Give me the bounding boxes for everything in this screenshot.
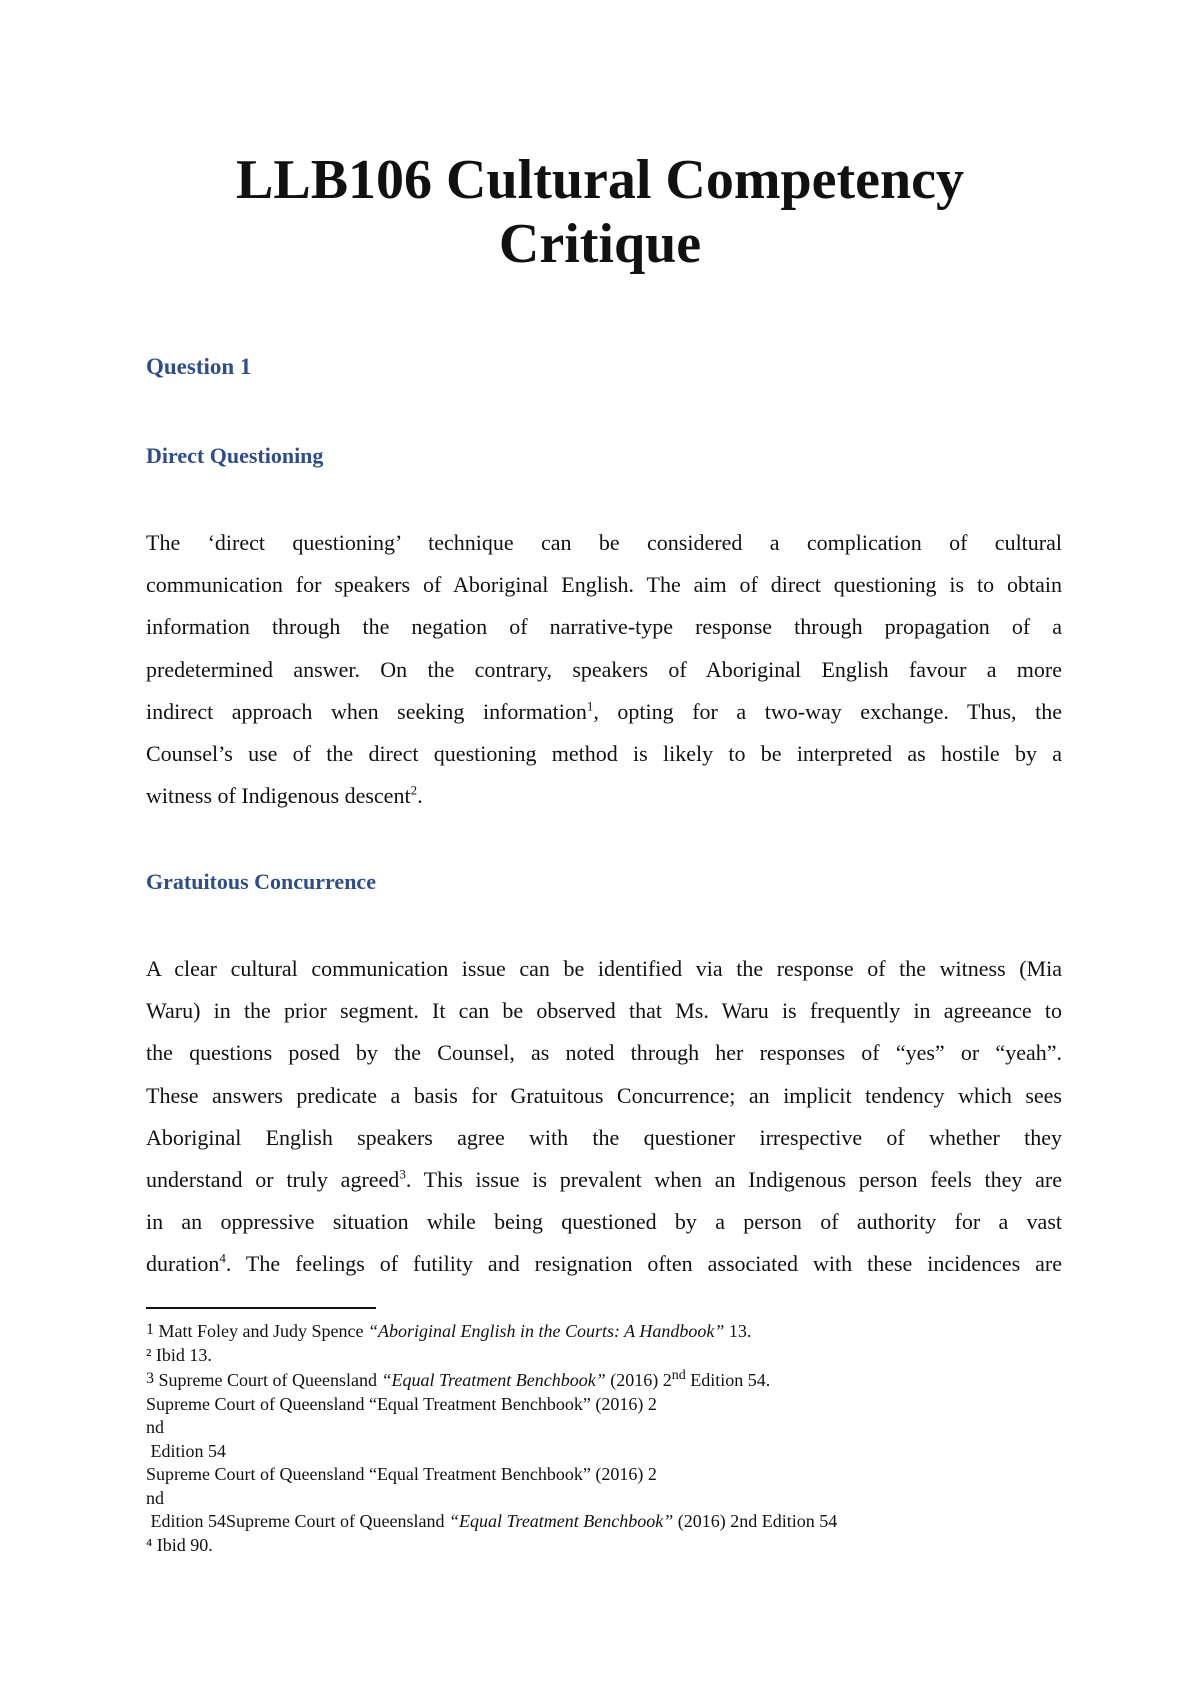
- footnote-raw-line: nd: [146, 1417, 164, 1437]
- paragraph-line: Aboriginal English speakers agree with the questioner irrespective of whether they: [146, 1124, 1062, 1150]
- footnote-separator: [146, 1307, 376, 1309]
- paragraph-line: [146, 1243, 1062, 1285]
- paragraph-text: . This issue is prevalent when an Indigenous person feels they are: [405, 1167, 1062, 1193]
- paragraph-line: in an oppressive situation while being questioned by a person of authority for a vast: [146, 1209, 1062, 1235]
- footnote-ref-2: 2: [410, 782, 418, 798]
- footnote-raw-line: Supreme Court of Queensland “Equal Treatment Benchbook” (2016) 2: [146, 1393, 657, 1414]
- gratuitous-concurrence-heading: Gratuitous Concurrence: [146, 869, 376, 894]
- footnote-text: Ibid 90.: [152, 1534, 213, 1555]
- footnote-raw-line: Supreme Court of Queensland “Equal Treatment Benchbook” (2016) 2: [146, 1464, 657, 1484]
- footnote-superscript: nd: [671, 1368, 686, 1383]
- footnote-text: Edition 54Supreme Court of Queensland: [146, 1511, 449, 1531]
- footnote-number: 1: [146, 1321, 154, 1338]
- direct-questioning-heading: Direct Questioning: [146, 443, 324, 468]
- footnote-ref-4: 4: [219, 1251, 226, 1267]
- paragraph-line: These answers predicate a basis for Gratuitous Concurrence; an implicit tendency which sees: [146, 1082, 1062, 1108]
- footnote-raw-line: [146, 1510, 1106, 1534]
- paragraph-line: the questions posed by the Counsel, as noted through her responses of “yes” or “yeah”.: [146, 1040, 1062, 1066]
- paragraph-text: .: [417, 783, 423, 809]
- footnote-text: 13.: [724, 1321, 752, 1341]
- paragraph-line: communication for speakers of Aboriginal English. The aim of direct questioning is to obtain: [146, 572, 1062, 598]
- paragraph-line: [146, 1159, 1062, 1201]
- document-title: [146, 148, 1054, 276]
- title-line-1: LLB106 Cultural Competency: [236, 149, 964, 211]
- footnote-italic: “Equal Treatment Benchbook”: [381, 1370, 606, 1390]
- footnote-4: [146, 1534, 1106, 1558]
- footnote-ref-3: 3: [399, 1166, 406, 1182]
- footnote-number: ²: [146, 1344, 152, 1365]
- footnote-text: Ibid 13.: [151, 1344, 212, 1365]
- title-line-2: Critique: [498, 213, 702, 275]
- footnote-text: (2016) 2nd Edition 54: [673, 1511, 838, 1531]
- footnote-3: [146, 1367, 1106, 1393]
- paragraph-line: Waru) in the prior segment. It can be observed that Ms. Waru is frequently in agreeance to: [146, 998, 1062, 1024]
- gratuitous-concurrence-paragraph: [146, 948, 1062, 1286]
- footnote-raw-line: nd: [146, 1487, 164, 1508]
- footnote-number: 3: [146, 1370, 154, 1387]
- paragraph-line: [146, 775, 1062, 817]
- footnote-italic: “Aboriginal English in the Courts: A Handbook”: [367, 1321, 725, 1341]
- paragraph-text: , opting for a two-way exchange. Thus, the: [593, 698, 1062, 724]
- footnote-1: [146, 1318, 1106, 1344]
- paragraph-text: duration: [146, 1251, 220, 1277]
- paragraph-line: The ‘direct questioning’ technique can be considered a complication of cultural: [146, 530, 1062, 555]
- direct-questioning-paragraph: [146, 522, 1062, 817]
- paragraph-line: information through the negation of narrative-type response through propagation of a: [146, 614, 1062, 640]
- footnote-2: [146, 1344, 1106, 1368]
- paragraph-text: understand or truly agreed: [146, 1167, 400, 1193]
- paragraph-line: Counsel’s use of the direct questioning method is likely to be interpreted as hostile by a: [146, 741, 1062, 767]
- paragraph-line: A clear cultural communication issue can be identified via the response of the witness (Mia: [146, 956, 1062, 981]
- footnote-raw-line: Edition 54: [146, 1440, 226, 1461]
- footnote-number: ⁴: [146, 1534, 153, 1555]
- footnote-ref-1: 1: [586, 698, 594, 714]
- paragraph-text: indirect approach when seeking information: [146, 698, 587, 724]
- paragraph-text: . The feelings of futility and resignation often associated with these incidences are: [225, 1251, 1062, 1277]
- paragraph-text: witness of Indigenous descent: [146, 783, 411, 809]
- footnote-text: Matt Foley and Judy Spence: [154, 1321, 368, 1341]
- question-1-heading: Question 1: [146, 354, 252, 379]
- paragraph-line: predetermined answer. On the contrary, speakers of Aboriginal English favour a more: [146, 656, 1062, 682]
- footnote-text: (2016) 2: [605, 1370, 672, 1390]
- paragraph-line: [146, 691, 1062, 733]
- footnote-text: Edition 54.: [685, 1370, 771, 1390]
- footnote-italic: “Equal Treatment Benchbook”: [448, 1511, 674, 1531]
- footnote-text: Supreme Court of Queensland: [154, 1370, 382, 1390]
- footnotes: [146, 1318, 1106, 1557]
